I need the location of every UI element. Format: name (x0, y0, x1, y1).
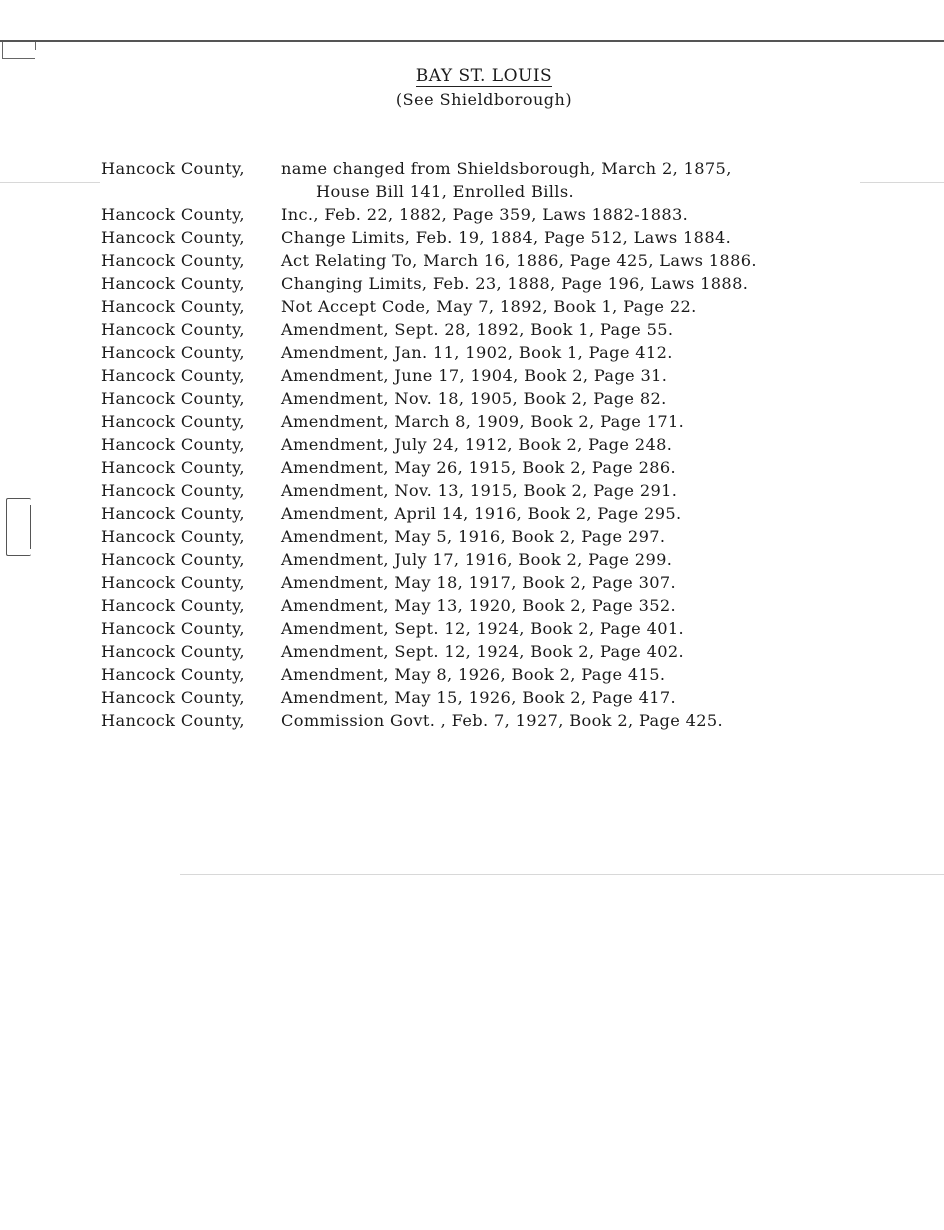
entry-text: Amendment, Sept. 12, 1924, Book 2, Page 402. (281, 642, 685, 661)
list-item (101, 479, 921, 502)
entry-county: Hancock County, (101, 274, 245, 293)
entry-county: Hancock County, (101, 320, 245, 339)
entry-text: Not Accept Code, May 7, 1892, Book 1, Page 22. (281, 297, 697, 316)
entry-county: Hancock County, (101, 159, 245, 178)
entry-text: Amendment, April 14, 1916, Book 2, Page 295. (281, 504, 682, 523)
entry-county: Hancock County, (101, 642, 245, 661)
entry-county: Hancock County, (101, 458, 245, 477)
list-item (101, 249, 921, 272)
entry-county: Hancock County, (101, 550, 245, 569)
entry-text: House Bill 141, Enrolled Bills. (316, 182, 574, 201)
list-item (101, 548, 921, 571)
list-item (101, 295, 921, 318)
list-item (101, 640, 921, 663)
list-item (101, 433, 921, 456)
entry-text: Amendment, March 8, 1909, Book 2, Page 171. (281, 412, 685, 431)
page-title-text: BAY ST. LOUIS (415, 66, 553, 86)
entry-county: Hancock County, (101, 343, 245, 362)
entry-text: name changed from Shieldsborough, March 2, 1875, (281, 159, 732, 178)
entry-county: Hancock County, (101, 573, 245, 592)
entry-county: Hancock County, (101, 205, 245, 224)
list-item (101, 410, 921, 433)
entry-county: Hancock County, (101, 665, 245, 684)
corner-mark (2, 42, 35, 59)
list-item (101, 686, 921, 709)
entry-text: Amendment, Sept. 12, 1924, Book 2, Page 401. (281, 619, 685, 638)
entry-county: Hancock County, (101, 228, 245, 247)
entry-county: Hancock County, (101, 527, 245, 546)
list-item (101, 456, 921, 479)
entry-text: Amendment, May 13, 1920, Book 2, Page 352. (281, 596, 677, 615)
scan-fold-line (180, 874, 944, 875)
entry-county: Hancock County, (101, 297, 245, 316)
entry-text: Changing Limits, Feb. 23, 1888, Page 196, Laws 1888. (281, 274, 749, 293)
entry-text: Amendment, Sept. 28, 1892, Book 1, Page 55. (281, 320, 674, 339)
entry-county: Hancock County, (101, 435, 245, 454)
entry-county: Hancock County, (101, 366, 245, 385)
entry-county: Hancock County, (101, 619, 245, 638)
list-item (101, 387, 921, 410)
entry-county: Hancock County, (101, 389, 245, 408)
entry-list (101, 157, 921, 732)
entry-text: Amendment, May 15, 1926, Book 2, Page 417. (281, 688, 677, 707)
entry-county: Hancock County, (101, 688, 245, 707)
list-item (101, 617, 921, 640)
entry-county: Hancock County, (101, 596, 245, 615)
top-edge-rule (0, 40, 944, 42)
entry-text: Commission Govt. , Feb. 7, 1927, Book 2, Page 425. (281, 711, 724, 730)
list-item (101, 594, 921, 617)
entry-text: Amendment, July 24, 1912, Book 2, Page 248. (281, 435, 673, 454)
entry-text: Amendment, May 18, 1917, Book 2, Page 307. (281, 573, 677, 592)
entry-text: Amendment, Nov. 18, 1905, Book 2, Page 82. (281, 389, 667, 408)
list-item (101, 203, 921, 226)
list-item (101, 364, 921, 387)
page-title (0, 66, 944, 87)
entry-text: Inc., Feb. 22, 1882, Page 359, Laws 1882-1883. (281, 205, 689, 224)
entry-county: Hancock County, (101, 711, 245, 730)
entry-text: Amendment, May 26, 1915, Book 2, Page 286. (281, 458, 677, 477)
list-item (101, 571, 921, 594)
list-item (101, 272, 921, 295)
list-item (101, 502, 921, 525)
list-item (101, 318, 921, 341)
list-item (101, 525, 921, 548)
entry-text: Amendment, June 17, 1904, Book 2, Page 31. (281, 366, 668, 385)
entry-text: Amendment, Nov. 13, 1915, Book 2, Page 291. (281, 481, 678, 500)
entry-text: Amendment, Jan. 11, 1902, Book 1, Page 412. (281, 343, 673, 362)
entry-text: Act Relating To, March 16, 1886, Page 425, Laws 1886. (281, 251, 757, 270)
list-item (101, 226, 921, 249)
list-item (101, 157, 921, 180)
entry-text: Amendment, May 8, 1926, Book 2, Page 415. (281, 665, 666, 684)
entry-text: Amendment, July 17, 1916, Book 2, Page 299. (281, 550, 673, 569)
entry-text: Amendment, May 5, 1916, Book 2, Page 297. (281, 527, 666, 546)
entry-text: Change Limits, Feb. 19, 1884, Page 512, Laws 1884. (281, 228, 732, 247)
entry-county: Hancock County, (101, 251, 245, 270)
list-item (101, 663, 921, 686)
list-item (101, 341, 921, 364)
list-item (101, 709, 921, 732)
entry-county: Hancock County, (101, 412, 245, 431)
page-subtitle (0, 90, 944, 109)
binding-bracket (6, 498, 31, 556)
entry-county: Hancock County, (101, 481, 245, 500)
list-item-continuation (101, 180, 921, 203)
scan-fold-line (0, 182, 100, 183)
page-subtitle-text: (See Shieldborough) (395, 90, 573, 109)
entry-county: Hancock County, (101, 504, 245, 523)
